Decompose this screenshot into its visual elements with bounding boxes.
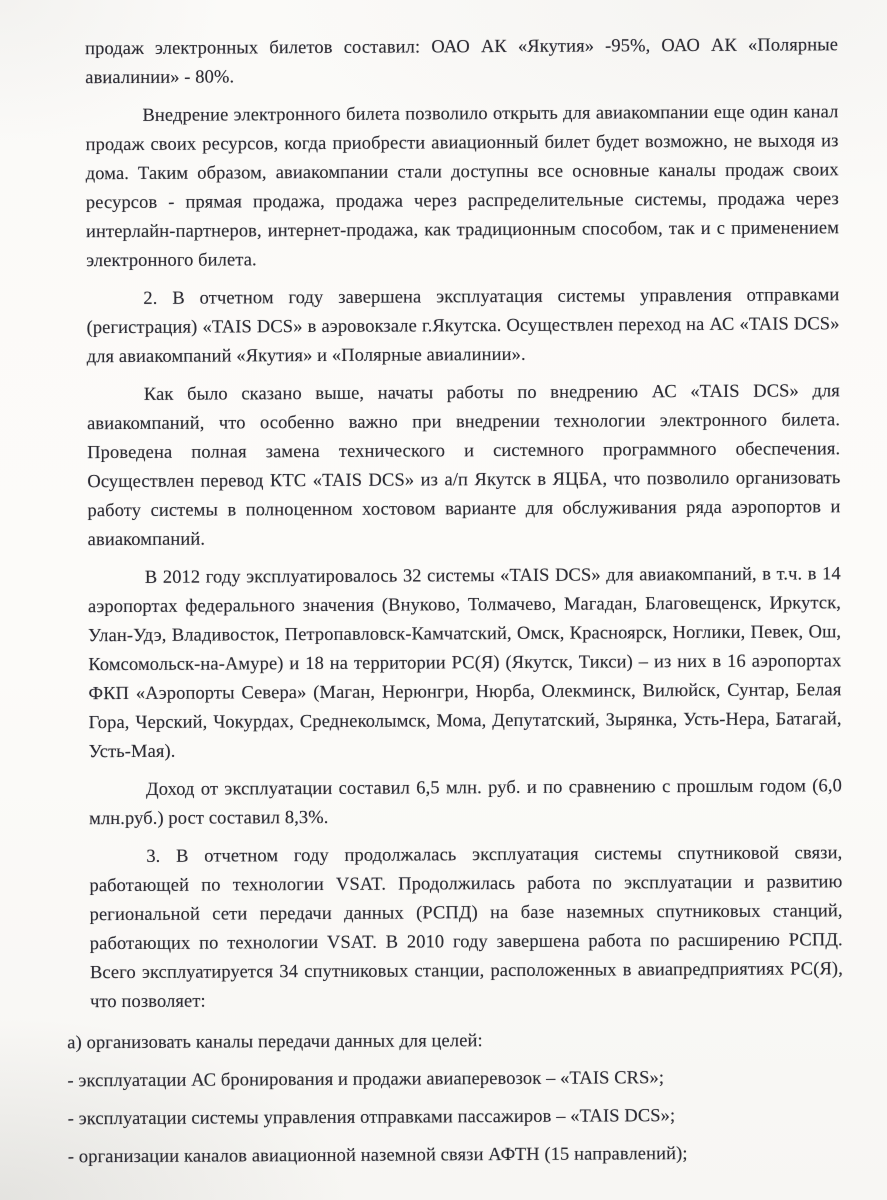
paragraph-continuation [85, 31, 838, 93]
text-line: дома. Таким образом, авиакомпании стали доступны все основные каналы продаж своих [85, 160, 839, 185]
text-line: 3. В отчетном году продолжалась эксплуатация системы спутниковой связи, [146, 843, 843, 867]
text-line: Улан-Удэ, Владивосток, Петропавловск-Камчатский, Омск, Красноярск, Ноглики, Певек, Ош, [88, 622, 842, 647]
text-line: Доход от эксплуатации составил 6,5 млн. руб. и по сравнению с прошлым годом (6,0 [145, 776, 842, 800]
text-line: авиалинии» - 80%. [85, 67, 235, 89]
paragraph [85, 98, 839, 276]
paragraph [89, 772, 842, 834]
text-line: (регистрация) «TAIS DCS» в аэровокзале г.Якутска. Осуществлен переход на АС «TAIS DCS» [86, 314, 840, 339]
paragraph [87, 377, 841, 555]
paragraph-item-2 [86, 281, 839, 372]
text-line: для авиакомпаний «Якутия» и «Полярные авиалинии». [86, 344, 526, 368]
text-line: Усть-Мая). [88, 741, 176, 763]
text-line: продаж электронных билетов составил: ОАО АК «Якутия» -95%, ОАО АК «Полярные [85, 35, 839, 60]
text-line: Как было сказано выше, начаты работы по внедрению АС «TAIS DCS» для [143, 381, 840, 405]
list-item-dash-1: - эксплуатации АС бронирования и продажи авиаперевозок – «TAIS CRS»; [67, 1068, 665, 1092]
text-line: интерлайн-партнеров, интернет-продажа, как традиционным способом, так и с применением [85, 218, 840, 243]
text-line: авиакомпаний. [87, 529, 206, 551]
text-line: В 2012 году эксплуатировалось 32 системы «TAIS DCS» для авиакомпаний, в т.ч. в 14 [144, 564, 841, 588]
text-line: 2. В отчетном году завершена эксплуатация системы управления отправками [143, 285, 840, 309]
text-line: продаж своих ресурсов, когда приобрести авиационный билет будет возможно, не выходя из [85, 131, 839, 156]
text-line: Проведена полная замена технического и системного программного обеспечения. [87, 439, 841, 464]
text-line: Комсомольск-на-Амуре) и 18 на территории РС(Я) (Якутск, Тикси) – из них в 16 аэропортах [88, 651, 842, 676]
paragraph-item-3 [89, 839, 843, 1017]
text-line: ФКП «Аэропорты Севера» (Маган, Нерюнгри, Нюрба, Олекминск, Вилюйск, Сунтар, Белая [88, 680, 842, 705]
text-line: Внедрение электронного билета позволило открыть для авиакомпании еще один канал [142, 102, 839, 126]
list-item-dash-3: - организации каналов авиационной наземной связи АФТН (15 направлений); [67, 1144, 688, 1168]
text-line: Осуществлен перевод КТС «TAIS DCS» из а/п Якутск в ЯЦБА, что позволило организовать [87, 468, 841, 493]
text-line: млн.руб.) рост составил 8,3%. [89, 807, 329, 830]
text-line: Всего эксплуатируется 34 спутниковых станции, расположенных в авиапредприятиях РС(Я), [89, 959, 843, 984]
text-line: региональной сети передачи данных (РСПД) на базе наземных спутниковых станций, [89, 901, 843, 926]
text-line: работающих по технологии VSAT. В 2010 году завершена работа по расширению РСПД. [89, 930, 843, 955]
text-line: аэропортах федерального значения (Внуково, Толмачево, Магадан, Благовещенск, Иркутск, [87, 593, 842, 618]
document-body [67, 31, 844, 1181]
text-line: авиакомпаний, что особенно важно при внедрении технологии электронного билета. [86, 410, 841, 435]
text-line: электронного билета. [86, 250, 257, 272]
list-item-dash-2: - эксплуатации системы управления отправками пассажиров – «TAIS DCS»; [67, 1106, 676, 1130]
text-line: Гора, Черский, Чокурдах, Среднеколымск, Мома, Депутатский, Зырянка, Усть-Нера, Батагай, [88, 709, 842, 734]
list-item-a: а) организовать каналы передачи данных для целей: [67, 1031, 483, 1054]
paragraph [88, 560, 842, 767]
text-line: ресурсов - прямая продажа, продажа через распределительные системы, продажа через [85, 189, 839, 214]
text-line: работающей по технологии VSAT. Продолжилась работа по эксплуатации и развитию [89, 872, 843, 897]
text-line: работу системы в полноценном хостовом варианте для обслуживания ряда аэропортов и [87, 497, 841, 522]
text-line: что позволяет: [90, 991, 206, 1013]
